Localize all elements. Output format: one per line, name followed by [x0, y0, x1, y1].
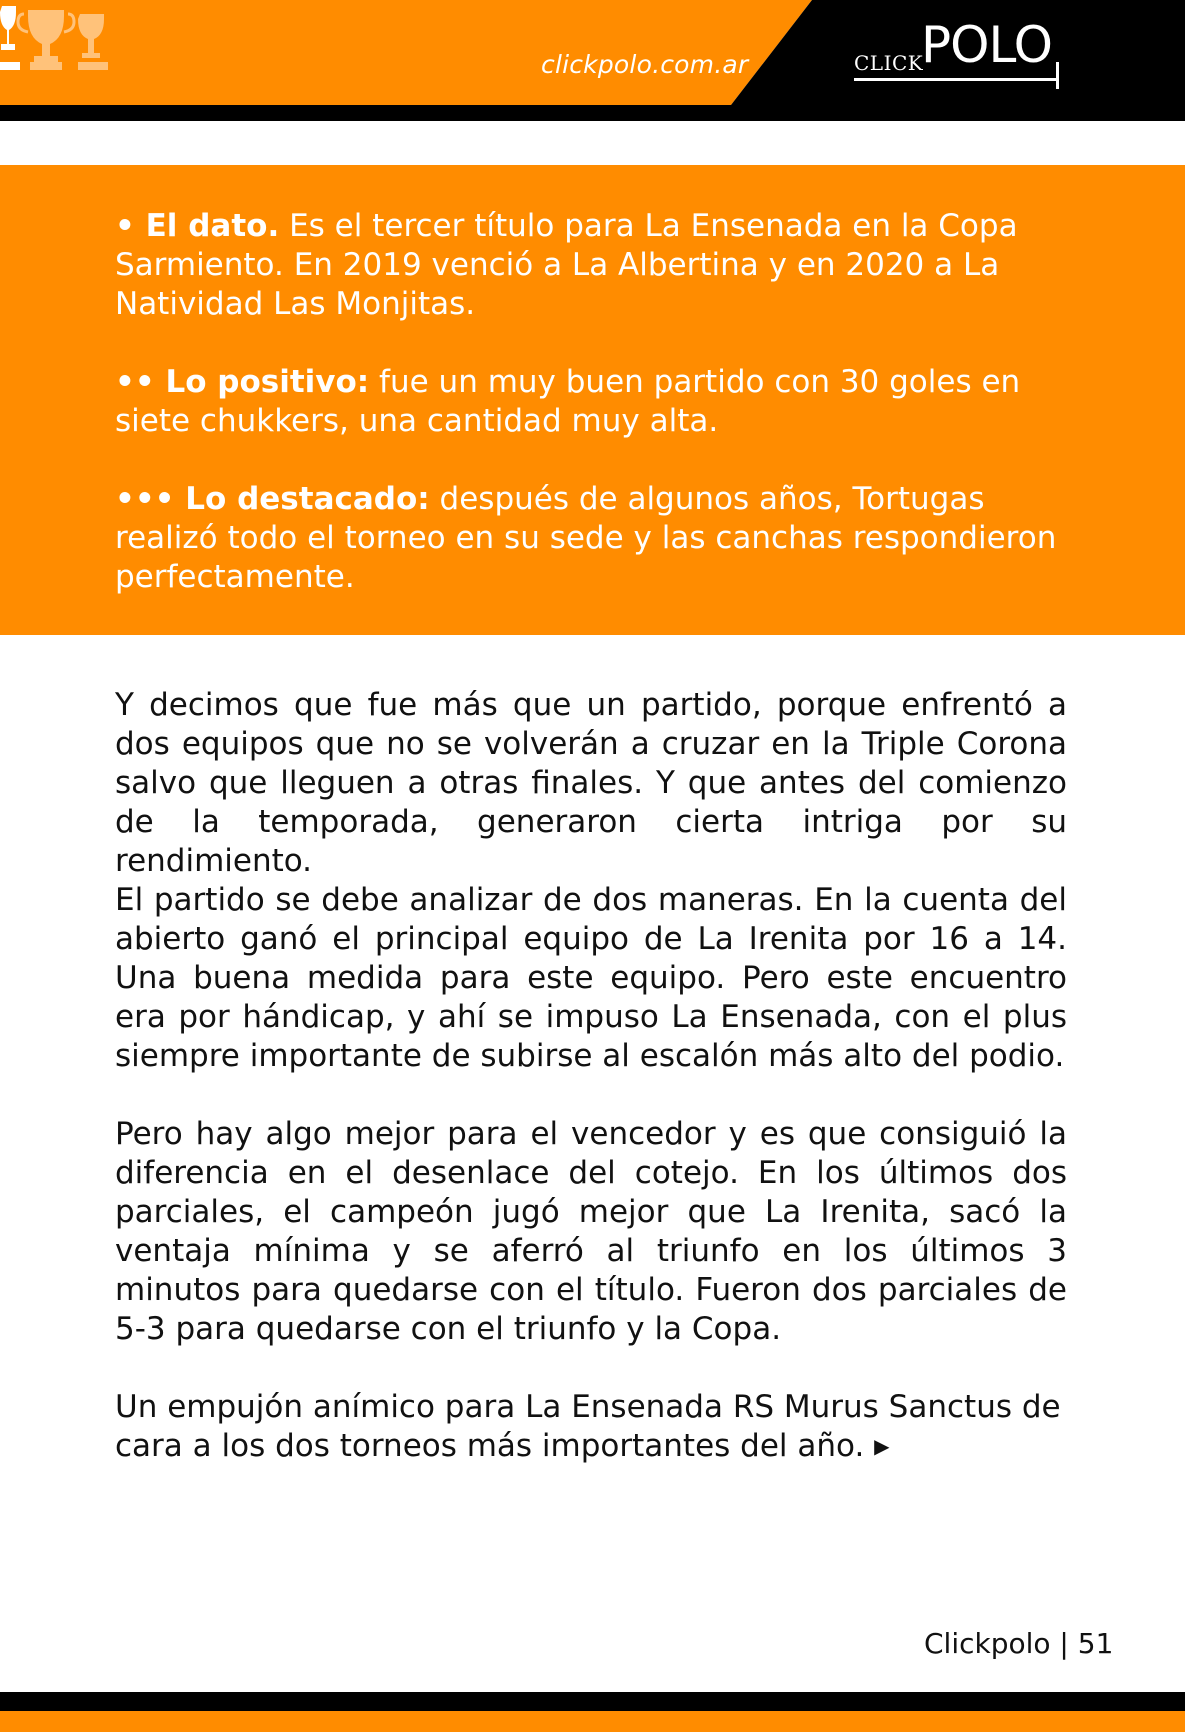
page-header — [0, 0, 1185, 121]
highlight-item-positivo — [115, 363, 1095, 441]
highlight-item-destacado — [115, 480, 1095, 597]
highlight-text: después de algunos años, Tortugas realizó todo el torneo en su sede y las canchas respondieron perfectamente. — [115, 481, 1057, 595]
site-url: clickpolo.com.ar — [541, 50, 749, 79]
logo-tick — [1056, 62, 1059, 89]
end-of-article-icon: ▶ — [874, 1434, 890, 1458]
footer-black-bar — [0, 1692, 1185, 1711]
highlight-label: Lo positivo: — [165, 364, 370, 400]
article-paragraph-last — [115, 1388, 1067, 1466]
logo-click-text: CLICK — [854, 51, 924, 75]
highlight-bullet: ••• — [115, 481, 175, 517]
highlight-bullet: • — [115, 208, 135, 244]
highlight-label: Lo destacado: — [185, 481, 430, 517]
logo-polo-text: POLO — [921, 16, 1052, 74]
highlight-label: El dato. — [145, 208, 280, 244]
highlights-box — [0, 165, 1185, 635]
article-paragraph-text: Un empujón anímico para La Ensenada RS Murus Sanctus de cara a los dos torneos más importantes del año. — [115, 1389, 1061, 1464]
highlight-bullet: •• — [115, 364, 155, 400]
article-paragraph: Pero hay algo mejor para el vencedor y es que consiguió la diferencia en el desenlace del cotejo. En los últimos dos parciales, el campeón jugó mejor que La Irenita, sacó la ventaja mínima y se aferró al triunfo en los últimos 3 minutos para quedarse con el título. Fueron dos parciales de 5-3 para quedarse con el triunfo y la Copa. — [115, 1116, 1067, 1347]
article-paragraph: El partido se debe analizar de dos maneras. En la cuenta del abierto ganó el principal equipo de La Irenita por 16 a 14. Una buena medida para este equipo. Pero este encuentro era por hándicap, y ahí se impuso La Ensenada, con el plus siempre importante de subirse al escalón más alto del podio. — [115, 882, 1067, 1074]
page-folio: Clickpolo | 51 — [924, 1627, 1114, 1660]
article-paragraph: Y decimos que fue más que un partido, porque enfrentó a dos equipos que no se volverán a cruzar en la Triple Corona salvo que lleguen a otras finales. Y que antes del comienzo de la temporada, generaron cierta intriga por su rendimiento. — [115, 687, 1067, 879]
highlight-text: fue un muy buen partido con 30 goles en siete chukkers, una cantidad muy alta. — [115, 364, 1021, 439]
trophy-icon — [0, 0, 115, 75]
highlight-text: Es el tercer título para La Ensenada en la Copa Sarmiento. En 2019 venció a La Albertina y en 2020 a La Natividad Las Monjitas. — [115, 208, 1018, 322]
highlight-item-dato — [115, 207, 1095, 324]
footer-orange-bar — [0, 1711, 1185, 1732]
logo-underline — [854, 78, 1059, 81]
